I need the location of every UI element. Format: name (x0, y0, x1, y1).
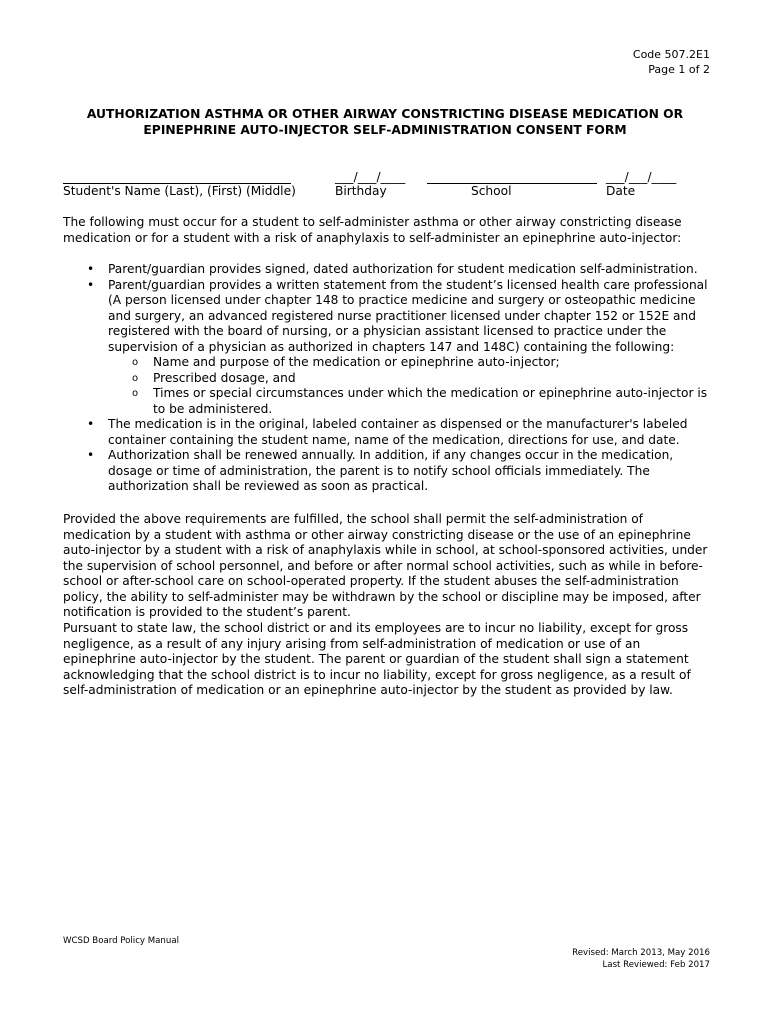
last-reviewed-date: Last Reviewed: Feb 2017 (602, 960, 710, 970)
date-blank: ___/___/____ (606, 170, 677, 184)
policy-code: Code 507.2E1 (632, 48, 710, 61)
footer-revision-info (572, 947, 710, 971)
form-title (60, 106, 710, 138)
form-title-line-2: EPINEPHRINE AUTO-INJECTOR SELF-ADMINISTRATION CONSENT FORM (143, 123, 627, 137)
sub-list-item (108, 386, 713, 417)
circle-bullet-icon: o (132, 372, 139, 384)
sub-requirement-text: Name and purpose of the medication or epinephrine auto-injector; (153, 355, 560, 369)
document-code-block (633, 47, 710, 77)
requirements-list (63, 262, 713, 495)
list-item (63, 448, 713, 495)
requirement-text: Parent/guardian provides signed, dated authorization for student medication self-administration. (108, 262, 698, 276)
bullet-icon: • (87, 277, 95, 292)
birthday-blank: ___/___/____ (335, 170, 406, 184)
statement-contents-list (108, 355, 713, 417)
circle-bullet-icon: o (132, 388, 139, 399)
page-number: Page 1 of 2 (648, 63, 710, 76)
list-item (63, 278, 713, 418)
footer-manual-name: WCSD Board Policy Manual (63, 936, 179, 946)
sub-requirement-text: Times or special circumstances under which the medication or epinephrine auto-injector is to be administered. (153, 386, 708, 416)
requirement-text: The medication is in the original, labeled container as dispensed or the manufacturer's labeled container containing the student name, name of the medication, directions for use, and date. (108, 417, 688, 447)
circle-bullet-icon: o (132, 357, 139, 368)
sub-requirement-text: Prescribed dosage, and (153, 370, 296, 385)
list-item (63, 262, 713, 278)
requirement-text: Authorization shall be renewed annually. In addition, if any changes occur in the medication, dosage or time of administration, the parent is to notify school officials immediately. The authorization shall be reviewed as soon as practical. (108, 448, 674, 493)
permission-paragraph: Provided the above requirements are fulfilled, the school shall permit the self-administration of medication by a student with asthma or other airway constricting disease or the use of an epinephrine auto-injector by a student with a risk of anaphylaxis while in school, at school-sponsored activities, under the supervision of school personnel, and before or after normal school activities, such as while in before-school or after-school care on school-operated property. If the student abuses the self-administration policy, the ability to self-administer may be withdrawn by the school or discipline may be imposed, after notification is provided to the student’s parent. (63, 512, 708, 619)
sub-list-item (108, 355, 713, 371)
form-title-line-1: AUTHORIZATION ASTHMA OR OTHER AIRWAY CONSTRICTING DISEASE MEDICATION OR (86, 107, 684, 121)
student-name-line (63, 170, 291, 184)
date-label: Date (606, 184, 636, 198)
sub-list-item (108, 371, 713, 387)
bullet-icon: • (87, 262, 95, 276)
liability-paragraph: Pursuant to state law, the school district or and its employees are to incur no liability, except for gross negligence, as a result of any injury arising from self-administration of medication or use of an epinephrine auto-injector by the student. The parent or guardian of the student shall sign a statement acknowledging that the school district is to incur no liability, except for gross negligence, as a result of self-administration of medication or an epinephrine auto-injector by the student as provided by law. (63, 621, 691, 697)
list-item (63, 417, 713, 448)
school-line (427, 170, 597, 184)
school-label: School (471, 184, 512, 198)
birthday-label: Birthday (335, 184, 387, 198)
requirement-text: Parent/guardian provides a written statement from the student’s licensed health care professional (A person licensed under chapter 148 to practice medicine and surgery or osteopathic medicine and surgery, an advanced registered nurse practitioner licensed under chapter 152 or 152E and registered with the board of nursing, or a physician assistant licensed to practice under the supervision of a physician as authorized in chapters 147 and 148C) containing the following: (108, 277, 708, 354)
revised-date: Revised: March 2013, May 2016 (572, 948, 710, 958)
intro-paragraph: The following must occur for a student to self-administer asthma or other airway constricting disease medication or for a student with a risk of anaphylaxis to self-administer an epinephrine auto-injector: (63, 215, 682, 245)
bullet-icon: • (87, 448, 95, 462)
student-info-fields (0, 170, 770, 202)
student-name-label: Student's Name (Last), (First) (Middle) (63, 184, 296, 198)
bullet-icon: • (87, 417, 95, 431)
